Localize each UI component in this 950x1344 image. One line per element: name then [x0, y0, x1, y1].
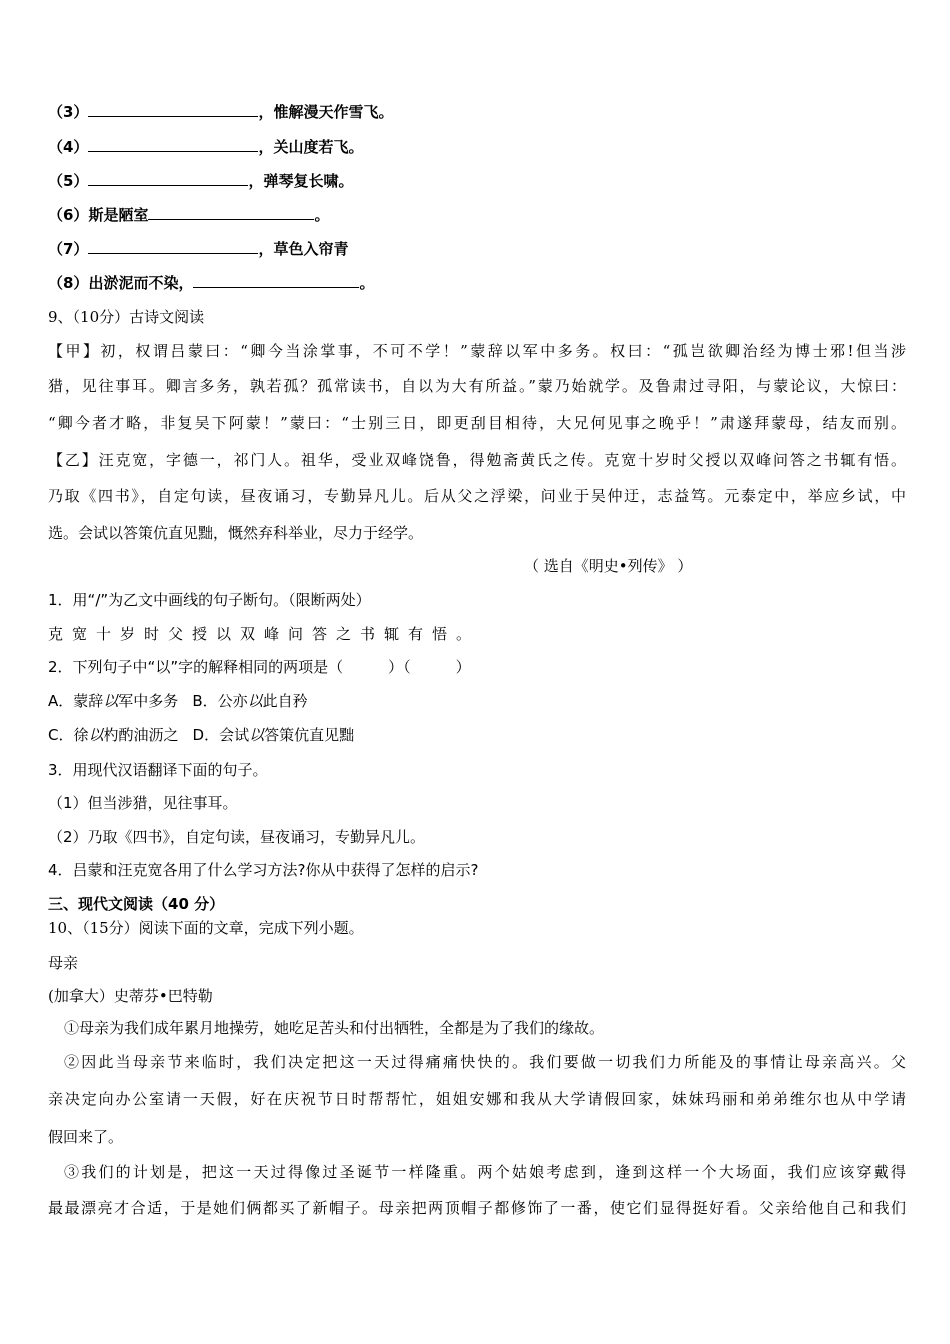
blank-line[interactable]	[193, 273, 359, 288]
blank-item-4: （4） ，关山度若飞。	[48, 138, 364, 156]
blank-line[interactable]	[88, 171, 248, 186]
passage-yi-line-1: 【乙】汪克宽，字德一，祁门人。祖华，受业双峰饶鲁，得勉斋黄氏之传。克宽十岁时父授以双峰问答之书辄有悟。	[48, 451, 906, 469]
blank-line[interactable]	[148, 205, 314, 220]
article-title: 母亲	[48, 954, 79, 972]
subq-2-options-ab: A．蒙辞以军中多务 B．公亦以此自矜	[48, 692, 308, 710]
passage-jia-line-2: 猎，见往事耳。卿言多务，孰若孤？孤常读书，自以为大有所益。”蒙乃始就学。及鲁肃过寻阳，与蒙论议，大惊曰：	[48, 377, 906, 395]
blank-item-8: （8）出淤泥而不染， 。	[48, 274, 375, 292]
article-para-3-line-2: 最最漂亮才合适，于是她们俩都买了新帽子。母亲把两顶帽子都修饰了一番，使它们显得挺好看。父亲给他自己和我们	[48, 1199, 906, 1217]
subq-3-item-2: （2）乃取《四书》，自定句读，昼夜诵习，专勤异凡儿。	[48, 828, 426, 846]
subq-3-item-1: （1）但当涉猎，见往事耳。	[48, 794, 238, 812]
passage-jia-line-1: 【甲】初，权谓吕蒙曰：“卿今当涂掌事，不可不学！”蒙辞以军中多务。权曰：“孤岂欲卿治经为博士邪!但当涉	[48, 342, 906, 360]
blank-item-7: （7） ，草色入帘青	[48, 240, 349, 258]
article-para-2-line-3: 假回来了。	[48, 1128, 124, 1146]
article-para-1: ①母亲为我们成年累月地操劳，她吃足苦头和付出牺牲，全都是为了我们的缘故。	[64, 1019, 605, 1037]
article-para-3-line-1: ③我们的计划是，把这一天过得像过圣诞节一样隆重。两个姑娘考虑到，逢到这样一个大场面，我们应该穿戴得	[64, 1163, 906, 1181]
blank-line[interactable]	[88, 102, 258, 117]
section-title: 三、现代文阅读（40 分）	[48, 895, 225, 913]
subq-2-options-cd: C．徐以杓酌油沥之 D．会试以答策伉直见黜	[48, 726, 355, 744]
subq-1: 1．用“/”为乙文中画线的句子断句。（限断两处）	[48, 591, 371, 609]
article-author: (加拿大）史蒂芬•巴特勒	[48, 987, 213, 1005]
question-9-heading: 9、（10分）古诗文阅读	[48, 308, 205, 326]
passage-yi-line-3: 选。会试以答策伉直见黜，慨然弃科举业，尽力于经学。	[48, 524, 424, 542]
blank-line[interactable]	[88, 239, 258, 254]
blank-line[interactable]	[88, 137, 258, 152]
blank-item-3: （3） ，惟解漫天作雪飞。	[48, 103, 394, 121]
passage-jia-line-3: “卿今者才略，非复吴下阿蒙！”蒙曰：“士别三日，即更刮目相待，大兄何见事之晚乎！”肃遂拜蒙母，结友而别。	[48, 414, 906, 432]
passage-yi-line-2: 乃取《四书》，自定句读，昼夜诵习，专勤异凡儿。后从父之浮梁，问业于吴仲迂，志益笃。元泰定中，举应乡试，中	[48, 487, 906, 505]
subq-1-sentence: 克宽十岁时父授以双峰问答之书辄有悟。	[48, 625, 481, 643]
subq-2: 2．下列句子中“以”字的解释相同的两项是（ ）（ ）	[48, 658, 471, 676]
question-10-heading: 10、（15分）阅读下面的文章，完成下列小题。	[48, 919, 364, 937]
source-citation: （ 选自《明史•列传》 ）	[524, 557, 693, 575]
blank-item-6: （6）斯是陋室 。	[48, 206, 330, 224]
subq-3: 3．用现代汉语翻译下面的句子。	[48, 761, 268, 779]
subq-4: 4．吕蒙和汪克宽各用了什么学习方法?你从中获得了怎样的启示?	[48, 861, 479, 879]
article-para-2-line-1: ②因此当母亲节来临时，我们决定把这一天过得痛痛快快的。我们要做一切我们力所能及的事情让母亲高兴。父	[64, 1053, 906, 1071]
blank-item-5: （5） ，弹琴复长啸。	[48, 172, 354, 190]
article-para-2-line-2: 亲决定向办公室请一天假，好在庆祝节日时帮帮忙，姐姐安娜和我从大学请假回家，妹妹玛丽和弟弟维尔也从中学请	[48, 1090, 906, 1108]
